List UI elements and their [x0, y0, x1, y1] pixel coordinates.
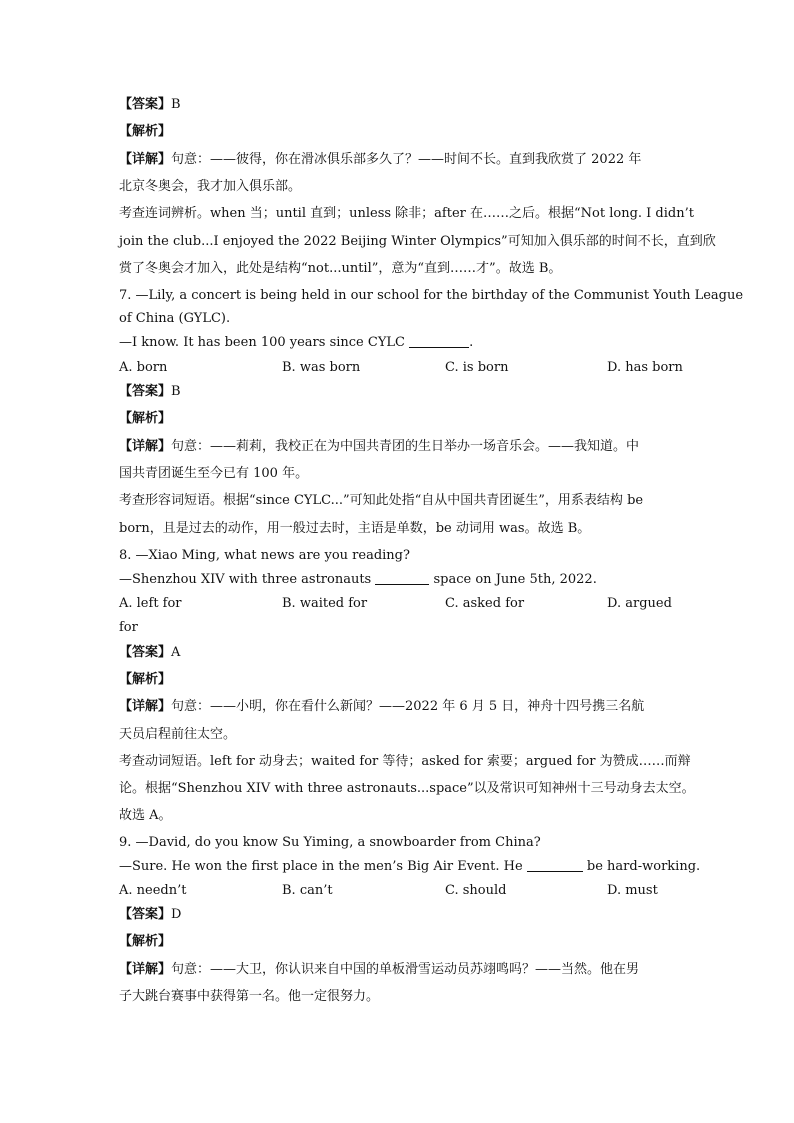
- analysis-tag: 【解析】: [119, 124, 172, 139]
- option-b: B. can’t: [282, 883, 333, 898]
- detail-line: 【详解】句意：——彼得，你在滑冰俱乐部多久了？——时间不长。直到我欣赏了 2022 年: [119, 152, 642, 167]
- option-d: D. has born: [607, 360, 683, 375]
- option-a: A. born: [119, 360, 168, 375]
- option-d-wrap: for: [119, 620, 138, 635]
- detail-tag: 【详解】: [119, 962, 172, 977]
- detail-line: 子大跳台赛事中获得第一名。他一定很努力。: [119, 989, 380, 1004]
- question-reply: —Sure. He won the first place in the men’s Big Air Event. He be hard-working.: [119, 859, 701, 874]
- option-a: A. needn’t: [119, 883, 187, 898]
- option-a: A. left for: [119, 596, 182, 611]
- option-b: B. was born: [282, 360, 361, 375]
- answer-value: B: [171, 97, 181, 112]
- question-stem: 9. —David, do you know Su Yiming, a snowboarder from China?: [119, 835, 541, 850]
- analysis-tag: 【解析】: [119, 411, 172, 426]
- answer-value: A: [171, 645, 181, 660]
- answer-tag: 【答案】: [119, 97, 172, 112]
- answer-line: [119, 645, 180, 661]
- detail-line: 国共青团诞生至今已有 100 年。: [119, 466, 309, 481]
- detail-line: join the club...I enjoyed the 2022 Beijing Winter Olympics”可知加入俱乐部的时间不长，直到欣: [119, 234, 716, 249]
- detail-line: 北京冬奥会，我才加入俱乐部。: [119, 179, 302, 194]
- question-reply: —Shenzhou XIV with three astronauts space on June 5th, 2022.: [119, 572, 597, 587]
- question-reply: —I know. It has been 100 years since CYLC .: [119, 335, 474, 350]
- detail-line: born，且是过去的动作，用一般过去时，主语是单数，be 动词用 was。故选 B。: [119, 521, 591, 536]
- detail-tag: 【详解】: [119, 699, 172, 714]
- detail-tag: 【详解】: [119, 439, 172, 454]
- answer-blank: [375, 572, 429, 585]
- option-c: C. is born: [445, 360, 509, 375]
- analysis-tag: 【解析】: [119, 934, 172, 949]
- question-stem: 8. —Xiao Ming, what news are you reading?: [119, 548, 410, 563]
- detail-line: 【详解】句意：——莉莉，我校正在为中国共青团的生日举办一场音乐会。——我知道。中: [119, 439, 640, 454]
- detail-line: 考查动词短语。left for 动身去；waited for 等待；asked for 索要；argued for 为赞成……而辩: [119, 754, 691, 769]
- question-stem: 7. —Lily, a concert is being held in our school for the birthday of the Communist Youth League: [119, 288, 744, 303]
- answer-value: B: [171, 384, 181, 399]
- answer-blank: [409, 335, 469, 348]
- answer-tag: 【答案】: [119, 907, 172, 922]
- detail-line: 赏了冬奥会才加入，此处是结构“not...until”，意为“直到……才”。故选 B。: [119, 261, 562, 276]
- answer-value: D: [171, 907, 182, 922]
- question-stem: of China (GYLC).: [119, 311, 231, 326]
- option-c: C. should: [445, 883, 507, 898]
- analysis-tag: 【解析】: [119, 672, 172, 687]
- answer-tag: 【答案】: [119, 645, 172, 660]
- detail-line: 故选 A。: [119, 808, 172, 823]
- answer-line: [119, 97, 181, 113]
- detail-line: 天员启程前往太空。: [119, 727, 237, 742]
- answer-blank: [527, 859, 583, 872]
- detail-line: 【详解】句意：——大卫，你认识来自中国的单板滑雪运动员苏翊鸣吗？——当然。他在男: [119, 962, 640, 977]
- detail-line: 【详解】句意：——小明，你在看什么新闻？——2022 年 6 月 5 日，神舟十四号携三名航: [119, 699, 645, 714]
- detail-line: 论。根据“Shenzhou XIV with three astronauts...space”以及常识可知神州十三号动身去太空。: [119, 781, 695, 796]
- option-c: C. asked for: [445, 596, 525, 611]
- detail-tag: 【详解】: [119, 152, 172, 167]
- answer-line: [119, 907, 181, 923]
- answer-tag: 【答案】: [119, 384, 172, 399]
- detail-line: 考查连词辨析。when 当；until 直到；unless 除非；after 在……之后。根据“Not long. I didn’t: [119, 206, 694, 221]
- option-d: D. must: [607, 883, 658, 898]
- option-d: D. argued: [607, 596, 672, 611]
- answer-line: [119, 384, 181, 400]
- option-b: B. waited for: [282, 596, 368, 611]
- detail-line: 考查形容词短语。根据“since CYLC...”可知此处指“自从中国共青团诞生”，用系表结构 be: [119, 493, 644, 508]
